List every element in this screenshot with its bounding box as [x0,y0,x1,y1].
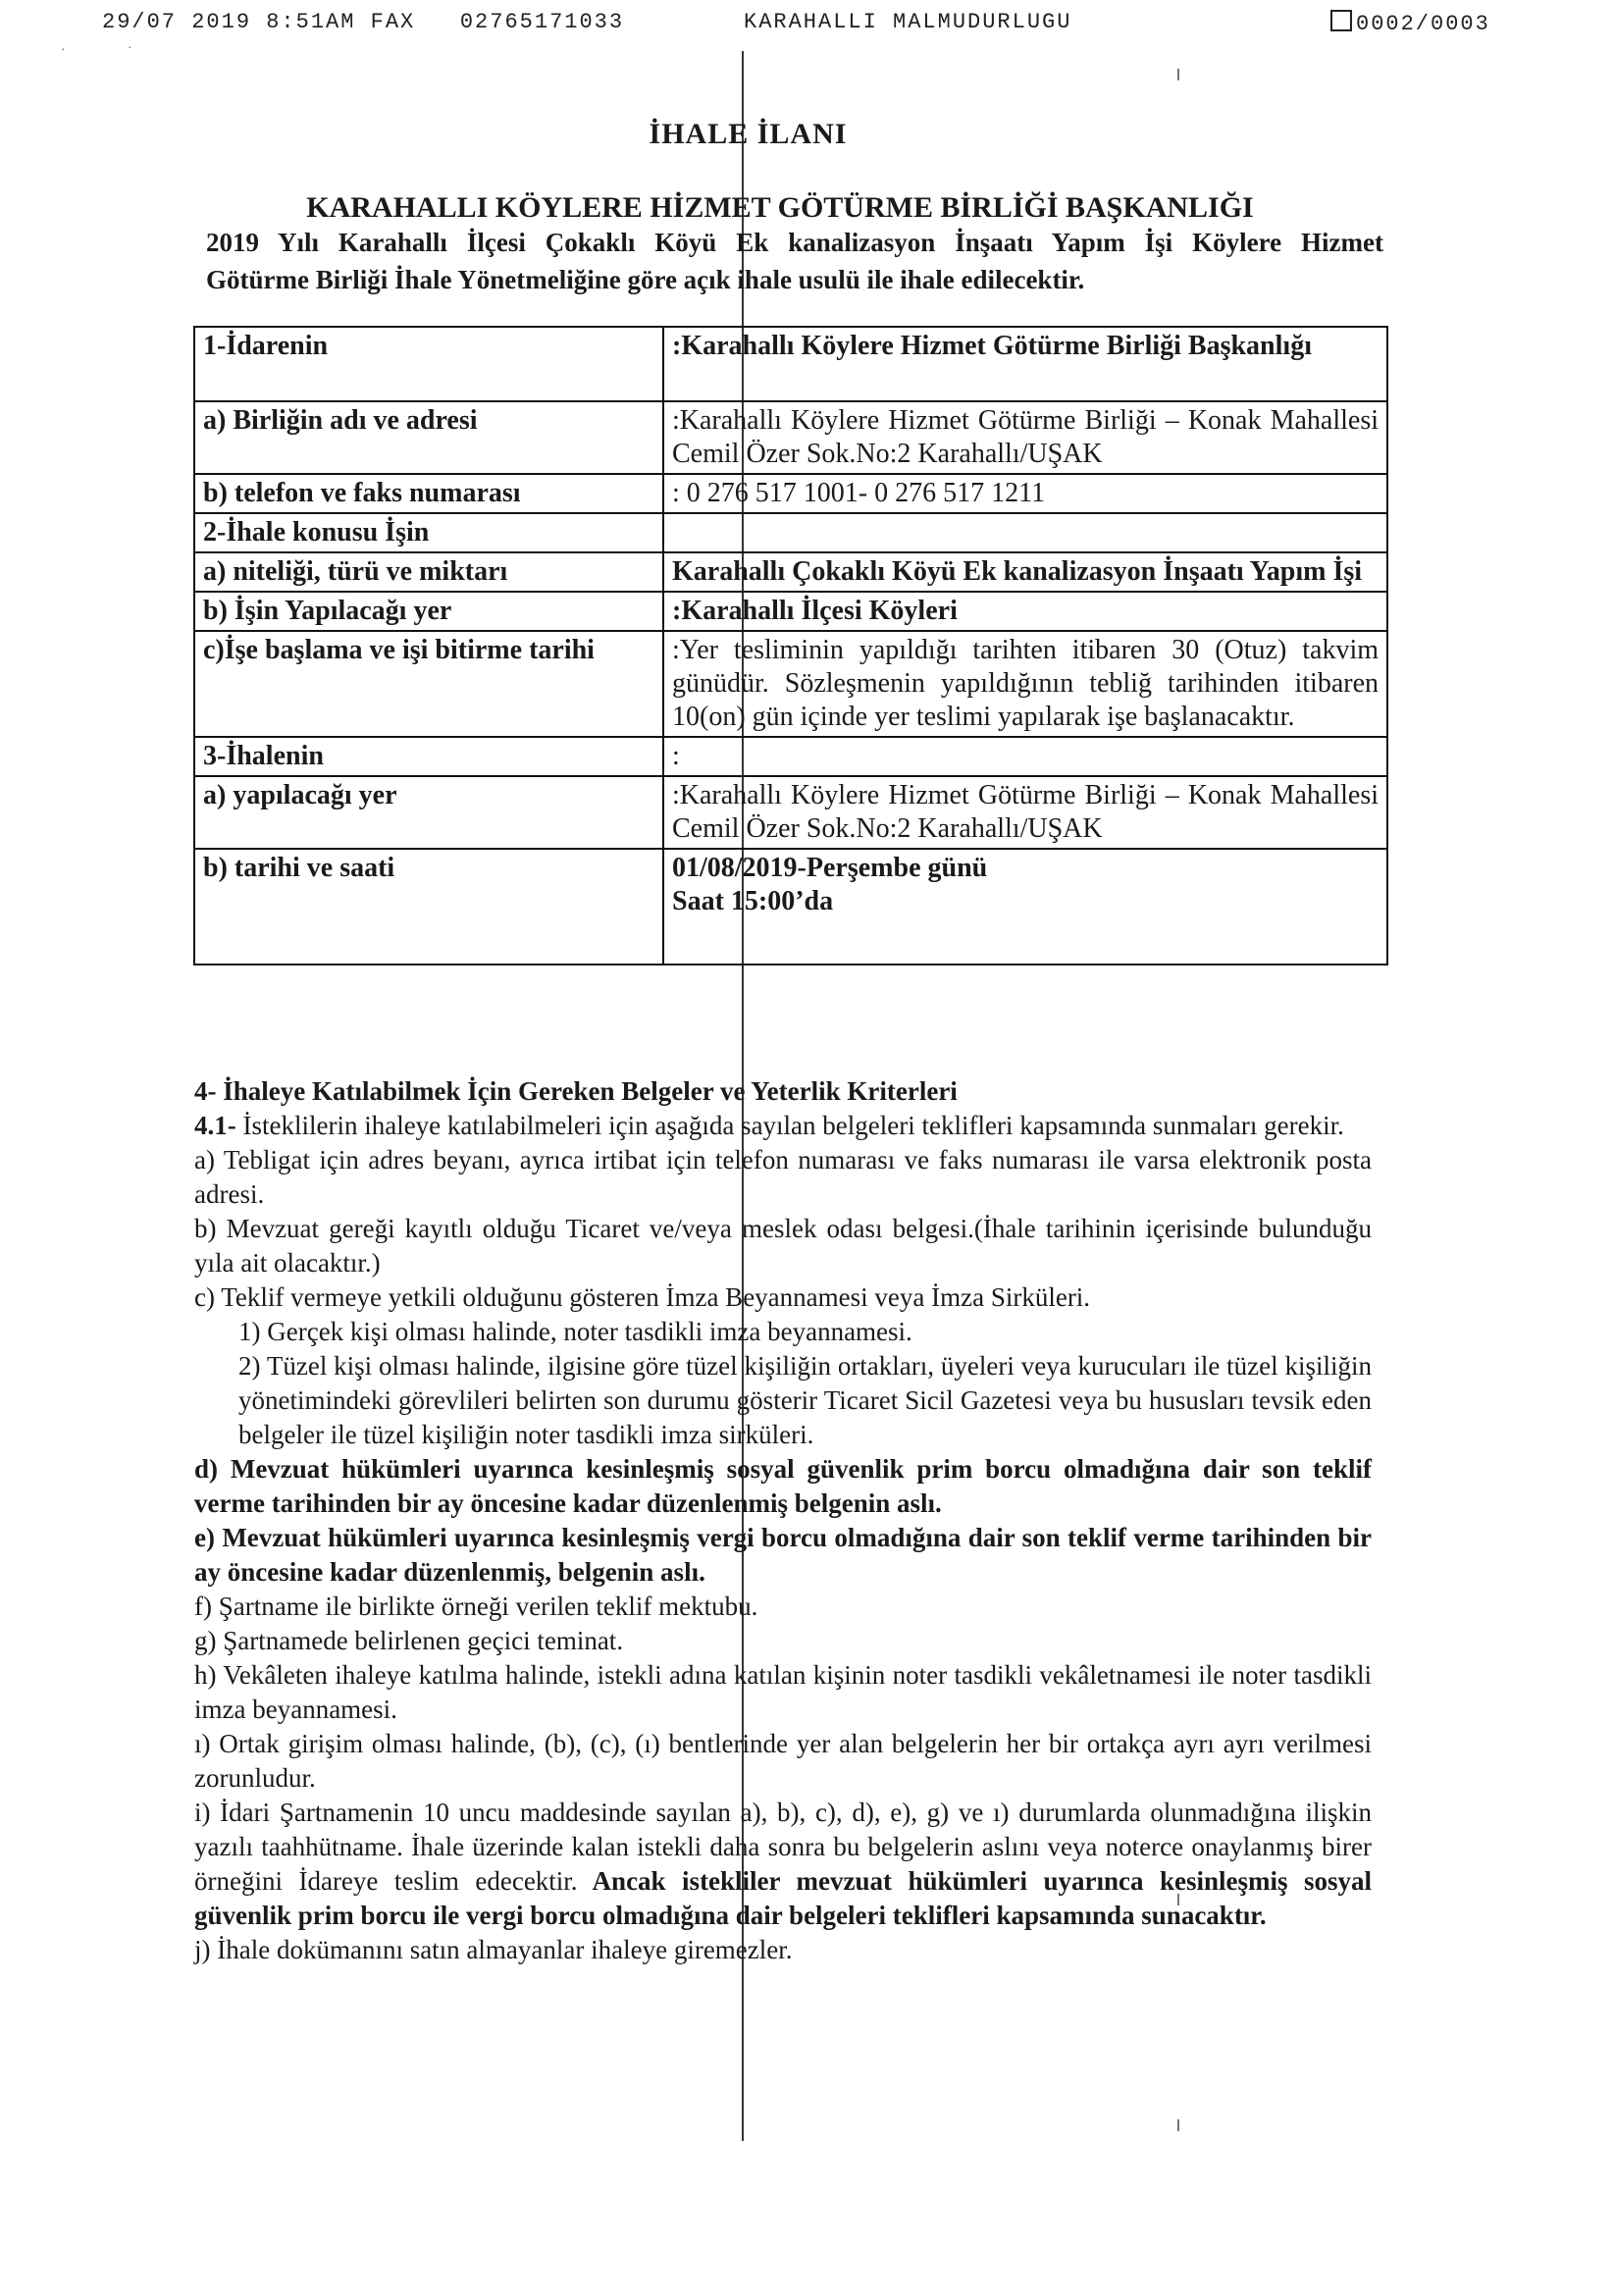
table-row [194,592,1387,631]
row-value: :Karahallı Köylere Hizmet Götürme Birliği – Konak Mahallesi Cemil Özer Sok.No:2 Karahallı/UŞAK [663,776,1387,849]
fax-sender: KARAHALLI MALMUDURLUGU [744,10,1072,34]
item-c-2: 2) Tüzel kişi olması halinde, ilgisine göre tüzel kişiliğin ortakları, üyeleri veya kurucuları ile tüzel kişiliğin yönetimindeki görevlileri belirten son durumu gösterir Ticaret Sicil Gazetesi veya bu hususları tevsik eden belgeler ile tüzel kişiliğin noter tasdikli imza sirküleri. [238,1351,1372,1449]
row-label: 1-İdarenin [194,327,663,401]
item-g: g) Şartnamede belirlenen geçici teminat. [194,1626,624,1655]
row-value: :Karahallı Köylere Hizmet Götürme Birliği – Konak Mahallesi Cemil Özer Sok.No:2 Karahallı/UŞAK [663,401,1387,474]
table-row [194,776,1387,849]
heading-organization: KARAHALLI KÖYLERE HİZMET GÖTÜRME BİRLİĞİ BAŞKANLIĞI [306,191,1254,224]
fax-page-counter: 0002/0003 [1330,10,1490,36]
row-label: 3-İhalenin [194,737,663,776]
fax-datetime: 29/07 2019 8:51AM FAX 02765171033 [102,10,625,34]
row-label: 2-İhale konusu İşin [194,513,663,552]
item-f: f) Şartname ile birlikte örneği verilen teklif mektubu. [194,1592,758,1621]
scan-speck: · [128,41,132,56]
row-value [663,513,1387,552]
item-d: d) Mevzuat hükümleri uyarınca kesinleşmiş sosyal güvenlik prim borcu olmadığına dair son teklif verme tarihinden bir ay öncesine kadar düzenlenmiş belgenin aslı. [194,1454,1372,1518]
row-label: a) Birliğin adı ve adresi [194,401,663,474]
section-heading: 4- İhaleye Katılabilmek İçin Gereken Belgeler ve Yeterlik Kriterleri [194,1076,958,1106]
table-row [194,513,1387,552]
heading-procedure-line: Götürme Birliği İhale Yönetmeliğine göre açık ihale usulü ile ihale edilecektir. [206,265,1085,294]
table-row [194,552,1387,592]
row-value: :Karahallı İlçesi Köyleri [663,592,1387,631]
item-i-dotless: ı) Ortak girişim olması halinde, (b), (c), (ı) bentlerinde yer alan belgelerin her bir ortakça ayrı ayrı verilmesi zorunludur. [194,1729,1372,1793]
tender-date: 01/08/2019-Perşembe günü [672,853,988,883]
page-title: İHALE İLANI [649,118,848,150]
requirements-section [194,1074,1372,1967]
row-label: b) telefon ve faks numarası [194,474,663,513]
row-label: a) yapılacağı yer [194,776,663,849]
fax-page-icon [1330,10,1352,31]
item-a: a) Tebligat için adres beyanı, ayrıca irtibat için telefon numarası ve faks numarası ile varsa elektronik posta adresi. [194,1145,1372,1209]
item-i: i) İdari Şartnamenin 10 uncu maddesinde sayılan a), b), c), d), e), g) ve ı) durumlarda olunmadığına ilişkin yazılı taahhütname. İhale üzerinde kalan istekli daha sonra bu belgelerin aslını veya noterce onaylanmış birer örneğini İdareye teslim edecektir. Ancak istekliler mevzuat hükümleri uyarınca kesinleşmiş sosyal güvenlik prim borcu ile vergi borcu olmadığına dair belgeleri teklifleri kapsamında sunacaktır. [194,1798,1372,1930]
row-value: Karahallı Çokaklı Köyü Ek kanalizasyon İnşaatı Yapım İşi [663,552,1387,592]
scan-artifact-dash [1177,69,1179,80]
table-row [194,631,1387,737]
row-label: c)İşe başlama ve işi bitirme tarihi [194,631,663,737]
scan-artifact-dash [1177,2119,1179,2131]
row-label: a) niteliği, türü ve miktarı [194,552,663,592]
item-j: j) İhale dokümanını satın almayanlar ihaleye giremezler. [194,1935,793,1964]
item-b: b) Mevzuat gereği kayıtlı olduğu Ticaret ve/veya meslek odası belgesi.(İhale tarihinin içerisinde bulunduğu yıla ait olacaktır.) [194,1214,1372,1278]
fax-number: 02765171033 [459,10,625,34]
table-row [194,401,1387,474]
row-value: :Yer tesliminin yapıldığı tarihten itibaren 30 (Otuz) takvim günüdür. Sözleşmenin yapıldığının tebliğ tarihinden itibaren 10(on) gün içinde yer teslimi yapılarak işe başlanacaktır. [663,631,1387,737]
row-value: : 0 276 517 1001- 0 276 517 1211 [663,474,1387,513]
row-value [663,849,1387,965]
row-value: :Karahallı Köylere Hizmet Götürme Birliği Başkanlığı [663,327,1387,401]
heading-subject-line: 2019 Yılı Karahallı İlçesi Çokaklı Köyü Ek kanalizasyon İnşaatı Yapım İşi Köylere Hizmet [206,228,1383,257]
row-value: : [663,737,1387,776]
row-label: b) İşin Yapılacağı yer [194,592,663,631]
table-row [194,474,1387,513]
paragraph-4-1: 4.1- İsteklilerin ihaleye katılabilmeleri için aşağıda sayılan belgeleri teklifleri kapsamında sunmaları gerekir. [194,1111,1344,1140]
scan-speck: · [61,43,66,58]
item-e: e) Mevzuat hükümleri uyarınca kesinleşmiş vergi borcu olmadığına dair son teklif verme tarihinden bir ay öncesine kadar düzenlenmiş, belgenin aslı. [194,1523,1372,1587]
item-c-1: 1) Gerçek kişi olması halinde, noter tasdikli imza beyannamesi. [238,1317,912,1346]
tender-info-table [193,326,1388,965]
table-row [194,849,1387,965]
row-label: b) tarihi ve saati [194,849,663,965]
tender-time: Saat 15:00’da [672,886,834,916]
table-row [194,737,1387,776]
item-h: h) Vekâleten ihaleye katılma halinde, istekli adına katılan kişinin noter tasdikli vekâletnamesi ile noter tasdikli imza beyannamesi. [194,1660,1372,1724]
item-c: c) Teklif vermeye yetkili olduğunu gösteren İmza Beyannamesi veya İmza Sirküleri. [194,1282,1091,1312]
table-row [194,327,1387,401]
